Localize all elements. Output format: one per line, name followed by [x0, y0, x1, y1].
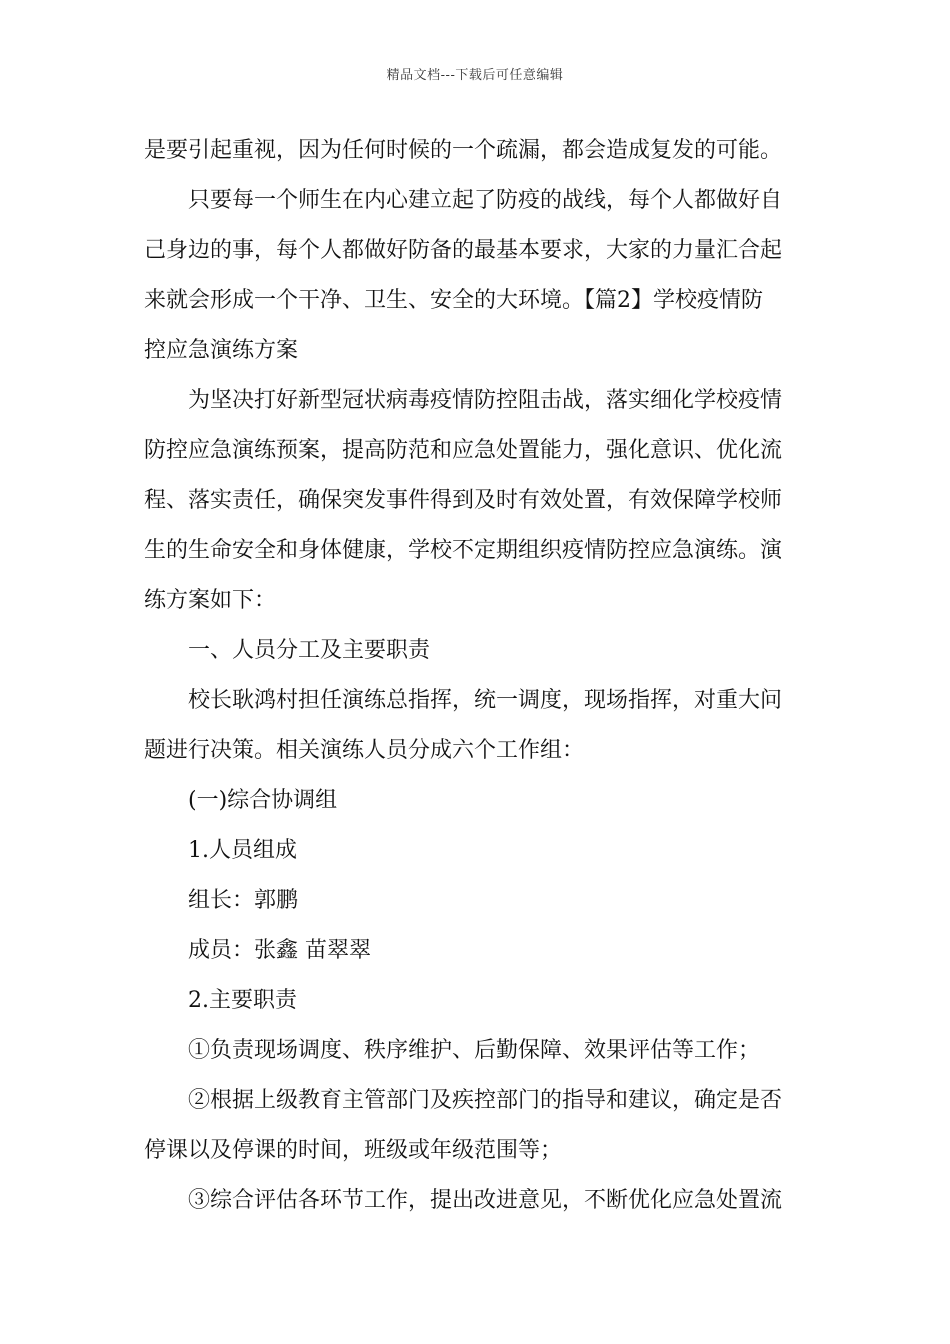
text-line: 防控应急演练预案，提高防范和应急处置能力，强化意识、优化流	[144, 438, 783, 463]
text-line: 己身边的事，每个人都做好防备的最基本要求，大家的力量汇合起	[144, 238, 783, 263]
text-line: (一)综合协调组	[188, 788, 338, 813]
text-line: 组长：郭鹏	[188, 888, 299, 913]
text-line: 停课以及停课的时间，班级或年级范围等；	[144, 1138, 563, 1163]
text-line: 控应急演练方案	[144, 338, 299, 363]
text-line: 一、人员分工及主要职责	[188, 638, 431, 663]
text-line: 校长耿鸿村担任演练总指挥，统一调度，现场指挥，对重大问	[188, 688, 783, 713]
text-line: 只要每一个师生在内心建立起了防疫的战线，每个人都做好自	[188, 188, 783, 213]
page-header: 精品文档---下载后可任意编辑	[386, 68, 564, 83]
text-line: 生的生命安全和身体健康，学校不定期组织疫情防控应急演练。演	[144, 538, 783, 563]
text-line: 来就会形成一个干净、卫生、安全的大环境。【篇2】学校疫情防	[144, 288, 763, 313]
text-line: 练方案如下：	[144, 588, 277, 613]
text-line: 程、落实责任，确保突发事件得到及时有效处置，有效保障学校师	[144, 488, 783, 513]
text-line: 1.人员组成	[188, 838, 297, 863]
text-line: 2.主要职责	[188, 988, 297, 1013]
document-body	[144, 126, 808, 1226]
text-line: ①负责现场调度、秩序维护、后勤保障、效果评估等工作；	[188, 1038, 761, 1063]
text-line: 为坚决打好新型冠状病毒疫情防控阻击战，落实细化学校疫情	[188, 388, 783, 413]
text-line: 题进行决策。相关演练人员分成六个工作组：	[144, 738, 585, 763]
text-line: ③综合评估各环节工作，提出改进意见，不断优化应急处置流	[188, 1188, 783, 1213]
text-line: 成员：张鑫 苗翠翠	[188, 938, 371, 963]
text-line: 是要引起重视，因为任何时候的一个疏漏，都会造成复发的可能。	[144, 138, 783, 163]
text-line: ②根据上级教育主管部门及疾控部门的指导和建议，确定是否	[188, 1088, 783, 1113]
